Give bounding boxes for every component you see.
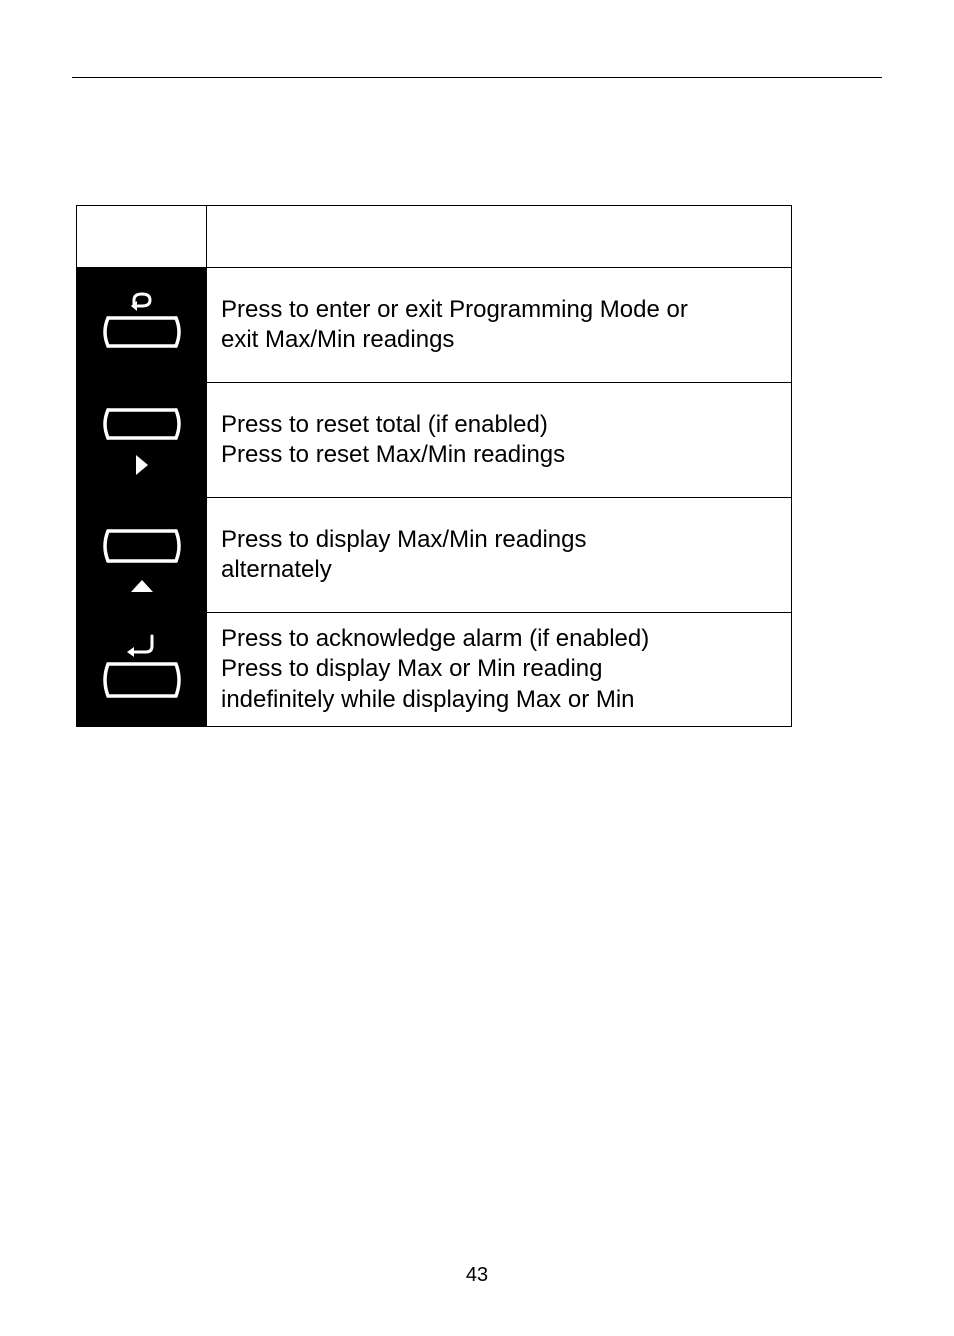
header-rule [72,77,882,78]
menu-key-icon [100,285,184,365]
description-cell [207,383,792,498]
table-row [77,498,792,613]
pushbutton-table [76,205,792,727]
up-key-icon [100,515,184,595]
description-line: Press to reset Max/Min readings [221,441,566,468]
right-key-icon [100,400,184,480]
description-line: Press to reset total (if enabled) [221,410,548,438]
description-line: Press to enter or exit Programming Mode or [221,295,688,323]
enter-key-icon [100,630,184,710]
description-cell [207,498,792,613]
table-row [77,383,792,498]
table-row [77,268,792,383]
table-header-row [77,206,792,268]
button-cell [77,383,207,498]
button-cell [77,613,207,727]
header-cell-button [77,206,207,268]
header-cell-description [207,206,792,268]
description-cell [207,268,792,383]
button-cell [77,268,207,383]
description-line: exit Max/Min readings [221,326,455,353]
description-line: indefinitely while displaying Max or Min [221,685,635,713]
table-row [77,613,792,727]
description-line: Press to acknowledge alarm (if enabled) [221,624,650,652]
page-number: 43 [465,1264,489,1286]
description-line: Press to display Max/Min readings [221,525,587,553]
description-line: alternately [221,556,332,583]
description-line: Press to display Max or Min reading [221,655,603,683]
button-cell [77,498,207,613]
description-cell [207,613,792,727]
